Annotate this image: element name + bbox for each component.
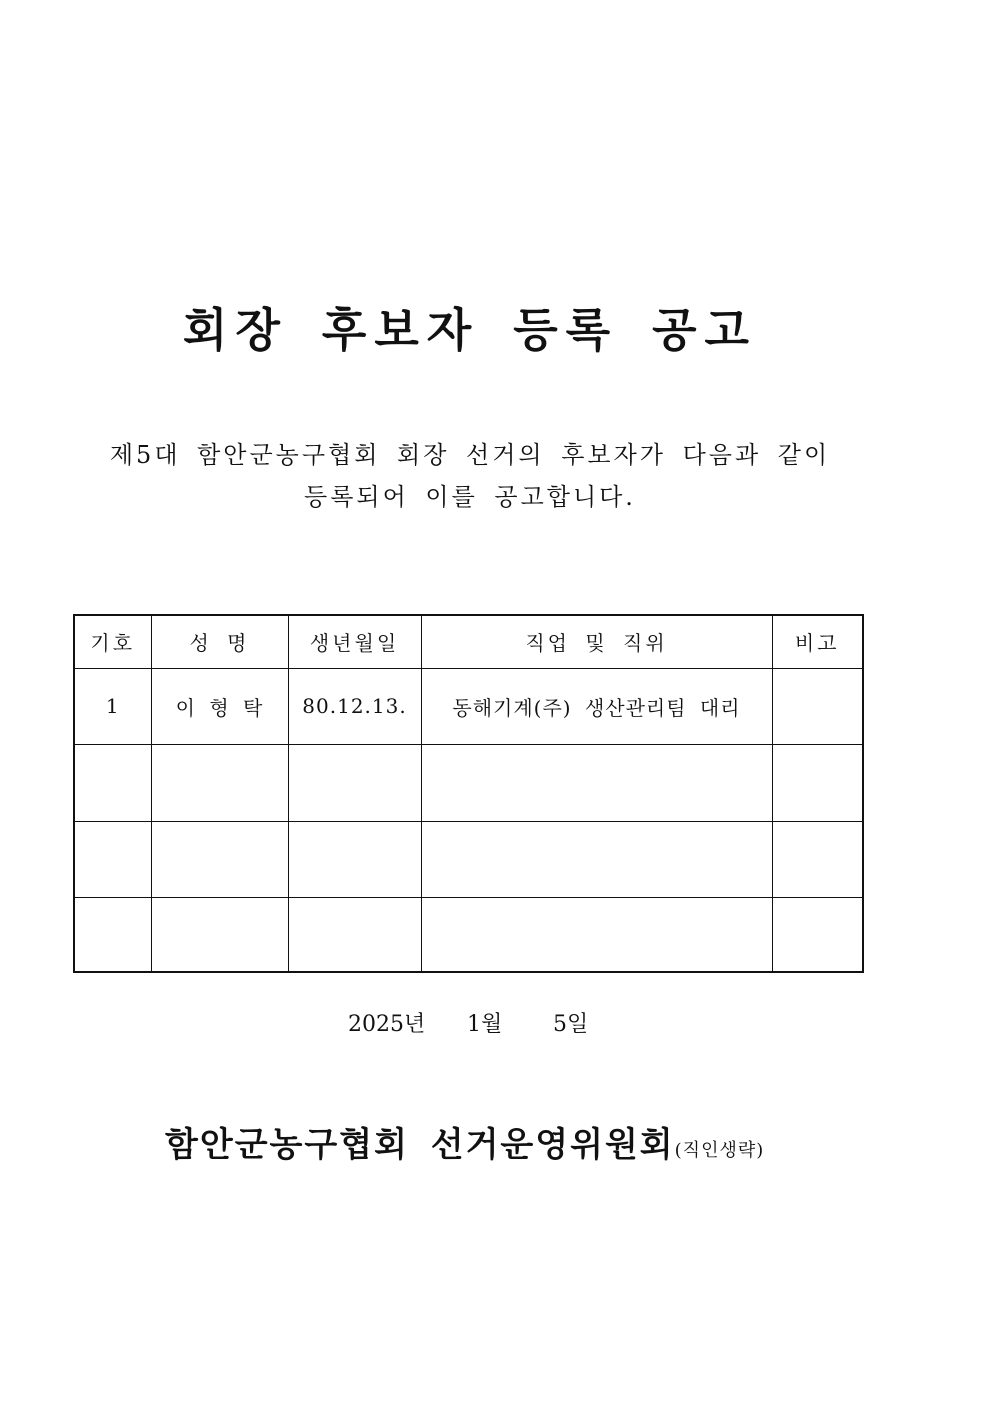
issuer-footer bbox=[165, 1122, 764, 1168]
table-row bbox=[74, 668, 863, 744]
table-row bbox=[74, 897, 863, 972]
table-cell-name: 이 형 탁 bbox=[151, 668, 288, 744]
table-header-row bbox=[74, 615, 863, 668]
table-cell-occupation: 동해기계(주) 생산관리팀 대리 bbox=[421, 668, 772, 744]
date-month: 1월 bbox=[467, 1012, 503, 1037]
date-day: 5일 bbox=[553, 1012, 589, 1037]
table-row bbox=[74, 744, 863, 821]
seal-note: (직인생략) bbox=[674, 1140, 765, 1161]
table-header-remarks: 비고 bbox=[772, 615, 863, 668]
table-cell-number bbox=[74, 897, 151, 972]
table-cell-number: 1 bbox=[74, 668, 151, 744]
date-year: 2025년 bbox=[348, 1012, 426, 1037]
table-cell-occupation bbox=[421, 744, 772, 821]
table-header-number: 기호 bbox=[74, 615, 151, 668]
table-cell-name bbox=[151, 897, 288, 972]
table-cell-remarks bbox=[772, 821, 863, 897]
issuer-organization: 함안군농구협회 선거운영위원회 bbox=[165, 1125, 675, 1165]
table-cell-occupation bbox=[421, 821, 772, 897]
table-cell-occupation bbox=[421, 897, 772, 972]
page-title: 회장 후보자 등록 공고 bbox=[183, 303, 757, 357]
table-cell-birthdate bbox=[288, 821, 421, 897]
table-cell-birthdate: 80.12.13. bbox=[288, 668, 421, 744]
table-cell-birthdate bbox=[288, 744, 421, 821]
table-header-name: 성 명 bbox=[151, 615, 288, 668]
table-cell-number bbox=[74, 821, 151, 897]
table-cell-remarks bbox=[772, 668, 863, 744]
table-cell-remarks bbox=[772, 744, 863, 821]
table-cell-number bbox=[74, 744, 151, 821]
table-row bbox=[74, 821, 863, 897]
table-header-birthdate: 생년월일 bbox=[288, 615, 421, 668]
table-cell-remarks bbox=[772, 897, 863, 972]
table-header-occupation: 직업 및 직위 bbox=[421, 615, 772, 668]
notice-line-1: 제5대 함안군농구협회 회장 선거의 후보자가 다음과 같이 bbox=[109, 441, 831, 469]
candidate-table bbox=[73, 614, 864, 973]
notice-line-2: 등록되어 이를 공고합니다. bbox=[304, 483, 636, 511]
table-cell-name bbox=[151, 821, 288, 897]
table-cell-name bbox=[151, 744, 288, 821]
table-cell-birthdate bbox=[288, 897, 421, 972]
